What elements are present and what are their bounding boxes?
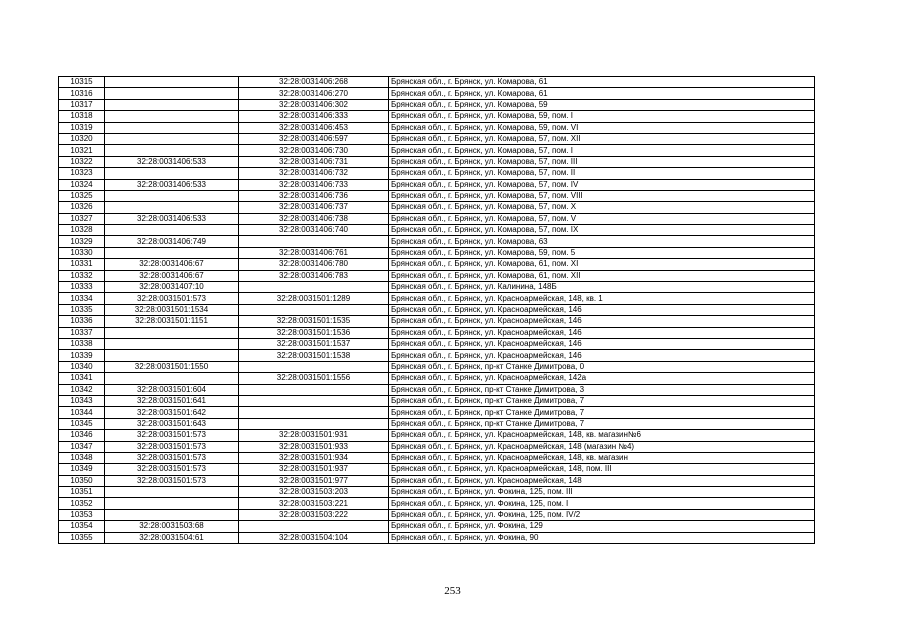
row-number-cell: 10338 [59,338,105,349]
premises-cadastral-number-cell: 32:28:0031504:104 [239,532,389,543]
row-number-cell: 10349 [59,464,105,475]
table-row [59,452,815,463]
table-row [59,168,815,179]
row-number-cell: 10340 [59,361,105,372]
row-number-cell: 10327 [59,213,105,224]
address-cell: Брянская обл., г. Брянск, ул. Красноармейская, 142а [389,373,815,384]
address-cell: Брянская обл., г. Брянск, ул. Фокина, 125, пом. I [389,498,815,509]
table-row [59,304,815,315]
address-cell: Брянская обл., г. Брянск, ул. Красноармейская, 148 (магазин №4) [389,441,815,452]
address-cell: Брянская обл., г. Брянск, ул. Комарова, 57, пом. X [389,202,815,213]
table-row [59,338,815,349]
table-row [59,498,815,509]
address-cell: Брянская обл., г. Брянск, ул. Красноармейская, 148, кв. магазин [389,452,815,463]
premises-cadastral-number-cell: 32:28:0031406:740 [239,225,389,236]
cadastral-number-cell: 32:28:0031501:1550 [105,361,239,372]
premises-cadastral-number-cell [239,418,389,429]
row-number-cell: 10343 [59,395,105,406]
cadastral-number-cell: 32:28:0031501:1534 [105,304,239,315]
address-cell: Брянская обл., г. Брянск, пр-кт Станке Димитрова, 7 [389,418,815,429]
address-cell: Брянская обл., г. Брянск, ул. Красноармейская, 148, кв. 1 [389,293,815,304]
address-cell: Брянская обл., г. Брянск, пр-кт Станке Димитрова, 3 [389,384,815,395]
row-number-cell: 10341 [59,373,105,384]
row-number-cell: 10339 [59,350,105,361]
premises-cadastral-number-cell [239,282,389,293]
table-row [59,418,815,429]
premises-cadastral-number-cell: 32:28:0031501:934 [239,452,389,463]
row-number-cell: 10347 [59,441,105,452]
cadastral-number-cell: 32:28:0031501:1151 [105,316,239,327]
cadastral-number-cell [105,225,239,236]
row-number-cell: 10353 [59,509,105,520]
cadastral-number-cell [105,373,239,384]
cadastral-number-cell: 32:28:0031406:533 [105,213,239,224]
cadastral-number-cell: 32:28:0031501:573 [105,475,239,486]
row-number-cell: 10324 [59,179,105,190]
table-row [59,190,815,201]
premises-cadastral-number-cell: 32:28:0031501:1556 [239,373,389,384]
table-row [59,202,815,213]
table-row [59,487,815,498]
table-row [59,316,815,327]
cadastral-number-cell [105,168,239,179]
address-cell: Брянская обл., г. Брянск, ул. Комарова, 59, пом. I [389,111,815,122]
address-cell: Брянская обл., г. Брянск, ул. Комарова, 57, пом. III [389,156,815,167]
table-row [59,88,815,99]
row-number-cell: 10351 [59,487,105,498]
row-number-cell: 10326 [59,202,105,213]
premises-cadastral-number-cell: 32:28:0031501:933 [239,441,389,452]
row-number-cell: 10331 [59,259,105,270]
address-cell: Брянская обл., г. Брянск, ул. Комарова, 59 [389,99,815,110]
premises-cadastral-number-cell: 32:28:0031501:931 [239,430,389,441]
premises-cadastral-number-cell: 32:28:0031406:737 [239,202,389,213]
address-cell: Брянская обл., г. Брянск, ул. Красноармейская, 148, кв. магазин№6 [389,430,815,441]
cadastral-number-cell [105,133,239,144]
premises-cadastral-number-cell: 32:28:0031406:732 [239,168,389,179]
table-row [59,156,815,167]
cadastral-number-cell: 32:28:0031407:10 [105,282,239,293]
address-cell: Брянская обл., г. Брянск, ул. Калинина, 148Б [389,282,815,293]
table-row [59,464,815,475]
row-number-cell: 10333 [59,282,105,293]
cadastral-number-cell [105,111,239,122]
row-number-cell: 10328 [59,225,105,236]
address-cell: Брянская обл., г. Брянск, ул. Комарова, 57, пом. I [389,145,815,156]
cadastral-number-cell: 32:28:0031501:573 [105,293,239,304]
table-row [59,521,815,532]
row-number-cell: 10330 [59,247,105,258]
table-row [59,384,815,395]
premises-cadastral-number-cell: 32:28:0031406:738 [239,213,389,224]
cadastral-number-cell [105,202,239,213]
premises-cadastral-number-cell: 32:28:0031501:1538 [239,350,389,361]
premises-cadastral-number-cell: 32:28:0031501:1537 [239,338,389,349]
address-cell: Брянская обл., г. Брянск, ул. Комарова, 57, пом. IX [389,225,815,236]
table-row [59,145,815,156]
premises-cadastral-number-cell: 32:28:0031406:302 [239,99,389,110]
table-row [59,509,815,520]
cadastral-number-cell: 32:28:0031503:68 [105,521,239,532]
row-number-cell: 10319 [59,122,105,133]
premises-cadastral-number-cell [239,407,389,418]
premises-cadastral-number-cell [239,395,389,406]
address-cell: Брянская обл., г. Брянск, ул. Красноармейская, 146 [389,316,815,327]
row-number-cell: 10355 [59,532,105,543]
table-row [59,350,815,361]
premises-cadastral-number-cell: 32:28:0031406:783 [239,270,389,281]
address-cell: Брянская обл., г. Брянск, ул. Комарова, 59, пом. 5 [389,247,815,258]
table-row [59,259,815,270]
address-cell: Брянская обл., г. Брянск, ул. Фокина, 125, пом. III [389,487,815,498]
address-cell: Брянская обл., г. Брянск, ул. Красноармейская, 146 [389,350,815,361]
row-number-cell: 10322 [59,156,105,167]
address-cell: Брянская обл., г. Брянск, ул. Фокина, 90 [389,532,815,543]
table-row [59,532,815,543]
row-number-cell: 10316 [59,88,105,99]
cadastral-number-cell: 32:28:0031504:61 [105,532,239,543]
premises-cadastral-number-cell: 32:28:0031406:733 [239,179,389,190]
row-number-cell: 10323 [59,168,105,179]
row-number-cell: 10350 [59,475,105,486]
table-row [59,441,815,452]
table-row [59,475,815,486]
address-cell: Брянская обл., г. Брянск, ул. Фокина, 129 [389,521,815,532]
premises-cadastral-number-cell [239,521,389,532]
cadastral-number-cell [105,247,239,258]
row-number-cell: 10337 [59,327,105,338]
premises-cadastral-number-cell [239,236,389,247]
row-number-cell: 10345 [59,418,105,429]
cadastral-number-cell: 32:28:0031406:749 [105,236,239,247]
cadastral-number-cell [105,327,239,338]
cadastral-number-cell [105,509,239,520]
address-cell: Брянская обл., г. Брянск, ул. Комарова, 57, пом. IV [389,179,815,190]
address-cell: Брянская обл., г. Брянск, пр-кт Станке Димитрова, 7 [389,395,815,406]
premises-cadastral-number-cell: 32:28:0031406:333 [239,111,389,122]
address-cell: Брянская обл., г. Брянск, ул. Комарова, 61 [389,88,815,99]
cadastral-number-cell: 32:28:0031501:573 [105,441,239,452]
cadastral-number-cell [105,350,239,361]
cadastral-number-cell: 32:28:0031501:642 [105,407,239,418]
registry-table [58,76,815,544]
row-number-cell: 10332 [59,270,105,281]
premises-cadastral-number-cell: 32:28:0031501:937 [239,464,389,475]
cadastral-number-cell: 32:28:0031501:573 [105,452,239,463]
address-cell: Брянская обл., г. Брянск, ул. Красноармейская, 148 [389,475,815,486]
table-row [59,293,815,304]
row-number-cell: 10320 [59,133,105,144]
row-number-cell: 10352 [59,498,105,509]
table-row [59,361,815,372]
table-row [59,327,815,338]
table-row [59,395,815,406]
address-cell: Брянская обл., г. Брянск, пр-кт Станке Димитрова, 0 [389,361,815,372]
table-row [59,77,815,88]
cadastral-number-cell [105,99,239,110]
row-number-cell: 10329 [59,236,105,247]
cadastral-number-cell [105,338,239,349]
row-number-cell: 10346 [59,430,105,441]
address-cell: Брянская обл., г. Брянск, ул. Комарова, 61, пом. XI [389,259,815,270]
registry-table-body [59,77,815,544]
table-row [59,213,815,224]
row-number-cell: 10336 [59,316,105,327]
row-number-cell: 10317 [59,99,105,110]
row-number-cell: 10348 [59,452,105,463]
premises-cadastral-number-cell: 32:28:0031406:736 [239,190,389,201]
table-row [59,247,815,258]
premises-cadastral-number-cell: 32:28:0031501:977 [239,475,389,486]
cadastral-number-cell: 32:28:0031501:573 [105,464,239,475]
row-number-cell: 10354 [59,521,105,532]
premises-cadastral-number-cell: 32:28:0031501:1536 [239,327,389,338]
row-number-cell: 10344 [59,407,105,418]
row-number-cell: 10334 [59,293,105,304]
address-cell: Брянская обл., г. Брянск, ул. Комарова, 57, пом. V [389,213,815,224]
premises-cadastral-number-cell [239,384,389,395]
cadastral-number-cell [105,190,239,201]
cadastral-number-cell: 32:28:0031501:573 [105,430,239,441]
premises-cadastral-number-cell: 32:28:0031501:1535 [239,316,389,327]
row-number-cell: 10335 [59,304,105,315]
row-number-cell: 10342 [59,384,105,395]
cadastral-number-cell: 32:28:0031501:604 [105,384,239,395]
row-number-cell: 10318 [59,111,105,122]
cadastral-number-cell [105,122,239,133]
cadastral-number-cell [105,145,239,156]
table-row [59,430,815,441]
address-cell: Брянская обл., г. Брянск, ул. Комарова, 59, пом. VI [389,122,815,133]
premises-cadastral-number-cell: 32:28:0031406:597 [239,133,389,144]
table-row [59,225,815,236]
cadastral-number-cell: 32:28:0031406:533 [105,179,239,190]
cadastral-number-cell [105,498,239,509]
address-cell: Брянская обл., г. Брянск, ул. Комарова, 61, пом. XII [389,270,815,281]
row-number-cell: 10321 [59,145,105,156]
premises-cadastral-number-cell [239,304,389,315]
cadastral-number-cell: 32:28:0031406:67 [105,270,239,281]
address-cell: Брянская обл., г. Брянск, ул. Комарова, 61 [389,77,815,88]
premises-cadastral-number-cell: 32:28:0031406:268 [239,77,389,88]
premises-cadastral-number-cell: 32:28:0031501:1289 [239,293,389,304]
address-cell: Брянская обл., г. Брянск, ул. Красноармейская, 148, пом. III [389,464,815,475]
row-number-cell: 10325 [59,190,105,201]
premises-cadastral-number-cell: 32:28:0031406:780 [239,259,389,270]
table-row [59,407,815,418]
premises-cadastral-number-cell [239,361,389,372]
address-cell: Брянская обл., г. Брянск, ул. Красноармейская, 146 [389,304,815,315]
address-cell: Брянская обл., г. Брянск, ул. Комарова, 57, пом. VIII [389,190,815,201]
table-row [59,122,815,133]
table-row [59,111,815,122]
cadastral-number-cell [105,88,239,99]
table-row [59,282,815,293]
premises-cadastral-number-cell: 32:28:0031503:221 [239,498,389,509]
address-cell: Брянская обл., г. Брянск, ул. Комарова, 57, пом. II [389,168,815,179]
table-row [59,133,815,144]
page-number: 253 [444,585,461,597]
premises-cadastral-number-cell: 32:28:0031406:453 [239,122,389,133]
table-row [59,373,815,384]
premises-cadastral-number-cell: 32:28:0031406:761 [239,247,389,258]
premises-cadastral-number-cell: 32:28:0031503:222 [239,509,389,520]
address-cell: Брянская обл., г. Брянск, ул. Комарова, 57, пом. XII [389,133,815,144]
table-row [59,270,815,281]
address-cell: Брянская обл., г. Брянск, ул. Красноармейская, 146 [389,327,815,338]
cadastral-number-cell: 32:28:0031406:533 [105,156,239,167]
premises-cadastral-number-cell: 32:28:0031503:203 [239,487,389,498]
table-row [59,99,815,110]
table-row [59,236,815,247]
cadastral-number-cell: 32:28:0031501:643 [105,418,239,429]
premises-cadastral-number-cell: 32:28:0031406:731 [239,156,389,167]
row-number-cell: 10315 [59,77,105,88]
premises-cadastral-number-cell: 32:28:0031406:730 [239,145,389,156]
table-row [59,179,815,190]
address-cell: Брянская обл., г. Брянск, ул. Фокина, 125, пом. IV/2 [389,509,815,520]
cadastral-number-cell: 32:28:0031406:67 [105,259,239,270]
address-cell: Брянская обл., г. Брянск, ул. Красноармейская, 146 [389,338,815,349]
premises-cadastral-number-cell: 32:28:0031406:270 [239,88,389,99]
address-cell: Брянская обл., г. Брянск, пр-кт Станке Димитрова, 7 [389,407,815,418]
cadastral-number-cell [105,487,239,498]
cadastral-number-cell: 32:28:0031501:641 [105,395,239,406]
address-cell: Брянская обл., г. Брянск, ул. Комарова, 63 [389,236,815,247]
cadastral-number-cell [105,77,239,88]
